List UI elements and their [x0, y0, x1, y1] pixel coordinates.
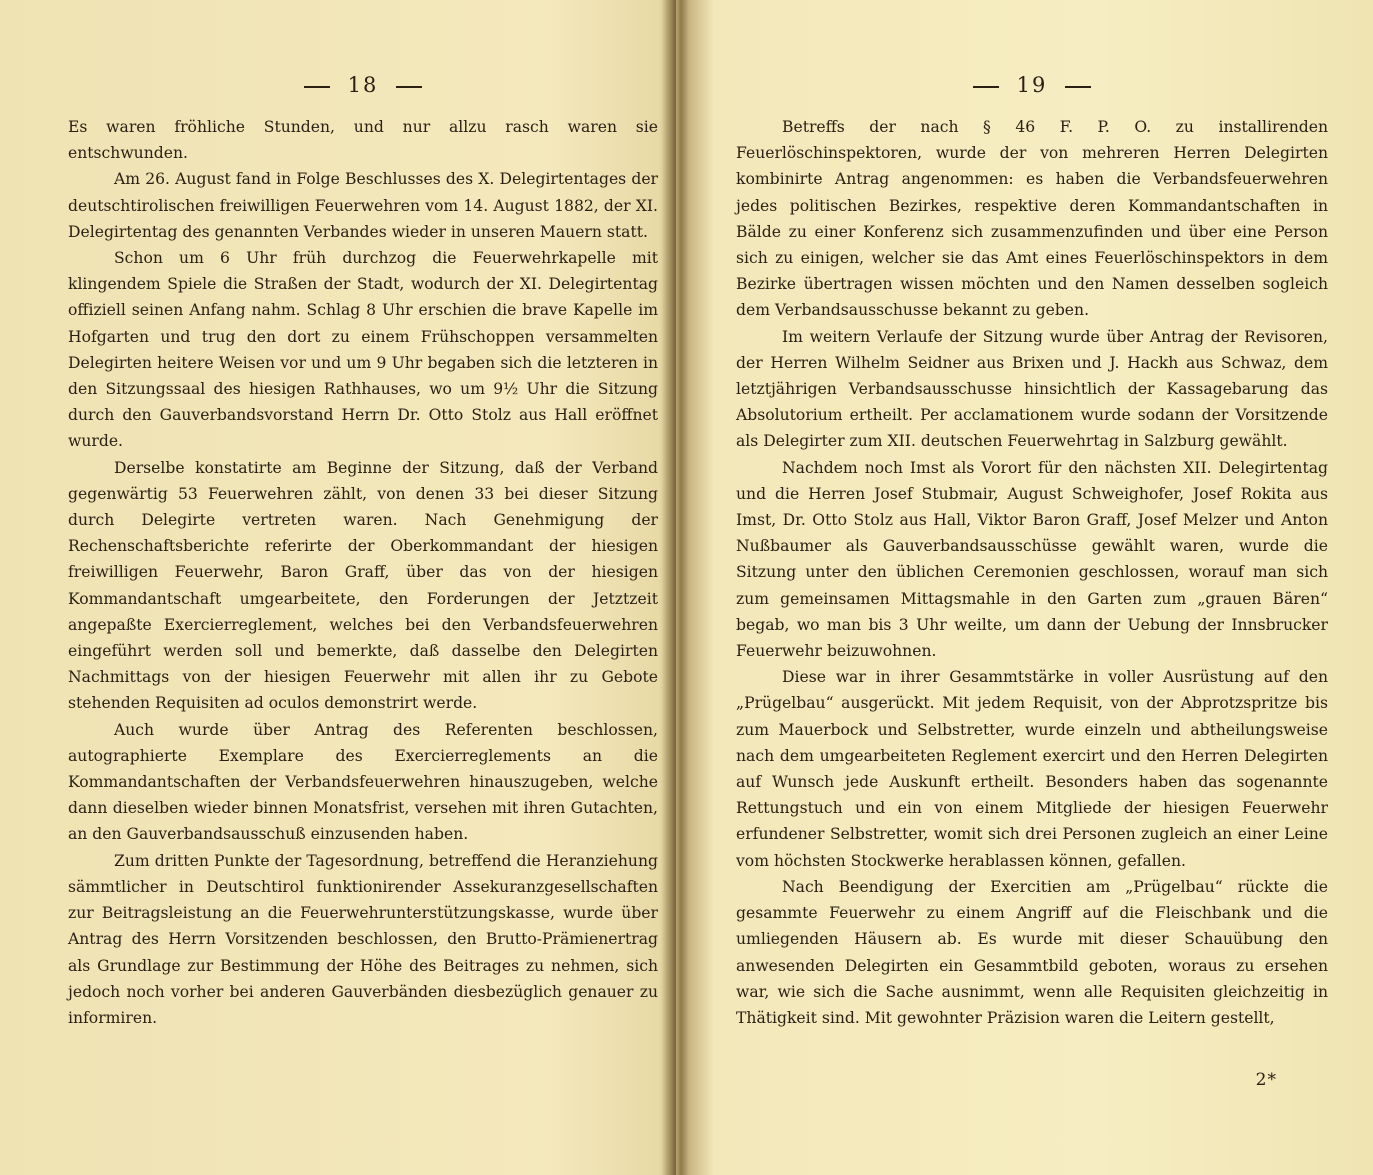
- page-number-header: [68, 70, 658, 100]
- paragraph: Betreffs der nach § 46 F. P. O. zu installirenden Feuerlöschinspektoren, wurde der von mehreren Herren Delegirten kombinirte Antrag angenommen: es haben die Verbandsfeuerwehren jedes politischen Bezirkes, respektive deren Kommandantschaften in Bälde zu einer Konferenz sich zusammenzufinden und über eine Person sich zu einigen, welcher sie das Amt eines Feuerlöschinspektors in dem Bezirke übertragen wissen möchten und den Namen desselben sogleich dem Verbandsausschusse bekannt zu geben.: [736, 118, 1328, 320]
- page-body: [736, 114, 1328, 1031]
- gutter-shadow: [662, 0, 676, 1175]
- paragraph: Auch wurde über Antrag des Referenten beschlossen, autographierte Exemplare des Exercierreglements an die Kommandantschaften der Verbandsfeuerwehren hinauszugeben, welche dann dieselben wieder binnen Monatsfrist, versehen mit ihren Gutachten, an den Gauverbandsausschuß einzusenden haben.: [68, 720, 658, 844]
- page-number-header: [736, 70, 1328, 100]
- page-number: 18: [347, 73, 379, 97]
- paragraph: Derselbe konstatirte am Beginne der Sitzung, daß der Verband gegenwärtig 53 Feuerwehren zählt, von denen 33 bei dieser Sitzung durch Delegirte vertreten waren. Nach Genehmigung der Rechenschaftsberichte referirte der Oberkommandant der hiesigen freiwilligen Feuerwehr, Baron Graff, über das von der hiesigen Kommandantschaft umgearbeitete, den Forderungen der Jetztzeit angepaßte Exercierreglement, welches bei den Verbandsfeuerwehren eingeführt werden soll und bemerkte, daß dasselbe den Delegirten Nachmittags von der hiesigen Feuerwehr mit allen ihr zu Gebote stehenden Requisiten ad oculos demonstrirt werde.: [68, 458, 658, 713]
- page-number: 19: [1016, 73, 1048, 97]
- page-body: [68, 114, 658, 1031]
- paragraph: Es waren fröhliche Stunden, und nur allzu rasch waren sie entschwunden.: [68, 118, 658, 163]
- paragraph: Schon um 6 Uhr früh durchzog die Feuerwehrkapelle mit klingendem Spiele die Straßen der Stadt, wodurch der XI. Delegirtentag offiziell seinen Anfang nahm. Schlag 8 Uhr erschien die brave Kapelle im Hofgarten und trug den dort zu einem Frühschoppen versammelten Delegirten heitere Weisen vor und um 9 Uhr begaben sich die letzteren in den Sitzungssaal des hiesigen Rathhauses, wo um 9½ Uhr die Sitzung durch den Gauverbandsvorstand Herrn Dr. Otto Stolz aus Hall eröffnet wurde.: [68, 249, 658, 451]
- paragraph: Im weitern Verlaufe der Sitzung wurde über Antrag der Revisoren, der Herren Wilhelm Seidner aus Brixen und J. Hackh aus Schwaz, dem letztjährigen Verbandsausschusse hinsichtlich der Kassagebarung das Absolutorium ertheilt. Per acclamationem wurde sodann der Vorsitzende als Delegirter zum XII. deutschen Feuerwehrtag in Salzburg gewählt.: [736, 327, 1328, 451]
- paragraph: Nach Beendigung der Exercitien am „Prügelbau“ rückte die gesammte Feuerwehr zu einem Angriff auf die Fleischbank und die umliegenden Häusern ab. Es wurde mit dieser Schauübung den anwesenden Delegirten ein Gesammtbild geboten, woraus zu ersehen war, wie sich die Sache ausnimmt, wenn alle Requisiten gleichzeitig in Thätigkeit sind. Mit gewohnter Präzision waren die Leitern gestellt,: [736, 877, 1328, 1027]
- left-page: [68, 70, 658, 1031]
- dash-left: [973, 86, 999, 88]
- right-page: [736, 70, 1328, 1031]
- signature-mark: 2*: [1255, 1070, 1277, 1090]
- paragraph: Zum dritten Punkte der Tagesordnung, betreffend die Heranziehung sämmtlicher in Deutschtirol funktionirender Assekuranzgesellschaften zur Beitragsleistung an die Feuerwehrunterstützungskasse, wurde über Antrag des Herrn Vorsitzenden beschlossen, den Brutto-Prämienertrag als Grundlage zur Bestimmung der Höhe des Beitrages zu nehmen, sich jedoch noch vorher bei anderen Gauverbänden diesbezüglich genauer zu informiren.: [68, 851, 658, 1027]
- dash-right: [1065, 86, 1091, 88]
- dash-left: [304, 86, 330, 88]
- paragraph: Diese war in ihrer Gesammtstärke in voller Ausrüstung auf den „Prügelbau“ ausgerückt. Mit jedem Requisit, von der Abprotzspritze bis zum Mauerbock und Selbstretter, wurde einzeln und abtheilungsweise nach dem umgearbeiteten Reglement exercirt und den Herren Delegirten auf Wunsch jede Auskunft ertheilt. Besonders haben das sogenannte Rettungstuch und ein von einem Mitgliede der hiesigen Feuerwehr erfundener Selbstretter, womit sich drei Personen zugleich an einer Leine vom höchsten Stockwerke herablassen können, gefallen.: [736, 668, 1328, 870]
- paragraph: Nachdem noch Imst als Vorort für den nächsten XII. Delegirtentag und die Herren Josef Stubmair, August Schweighofer, Josef Rokita aus Imst, Dr. Otto Stolz aus Hall, Viktor Baron Graff, Josef Melzer und Anton Nußbaumer als Gauverbandsausschüsse gewählt waren, wurde die Sitzung unter den üblichen Ceremonien geschlossen, worauf man sich zum gemeinsamen Mittagsmahle in den Garten zum „grauen Bären“ begab, wo man bis 3 Uhr weilte, um dann der Uebung der Innsbrucker Feuerwehr beizuwohnen.: [736, 458, 1328, 661]
- dash-right: [396, 86, 422, 88]
- paragraph: Am 26. August fand in Folge Beschlusses des X. Delegirtentages der deutschtirolischen freiwilligen Feuerwehren vom 14. August 1882, der XI. Delegirtentag des genannten Verbandes wieder in unseren Mauern statt.: [68, 170, 658, 241]
